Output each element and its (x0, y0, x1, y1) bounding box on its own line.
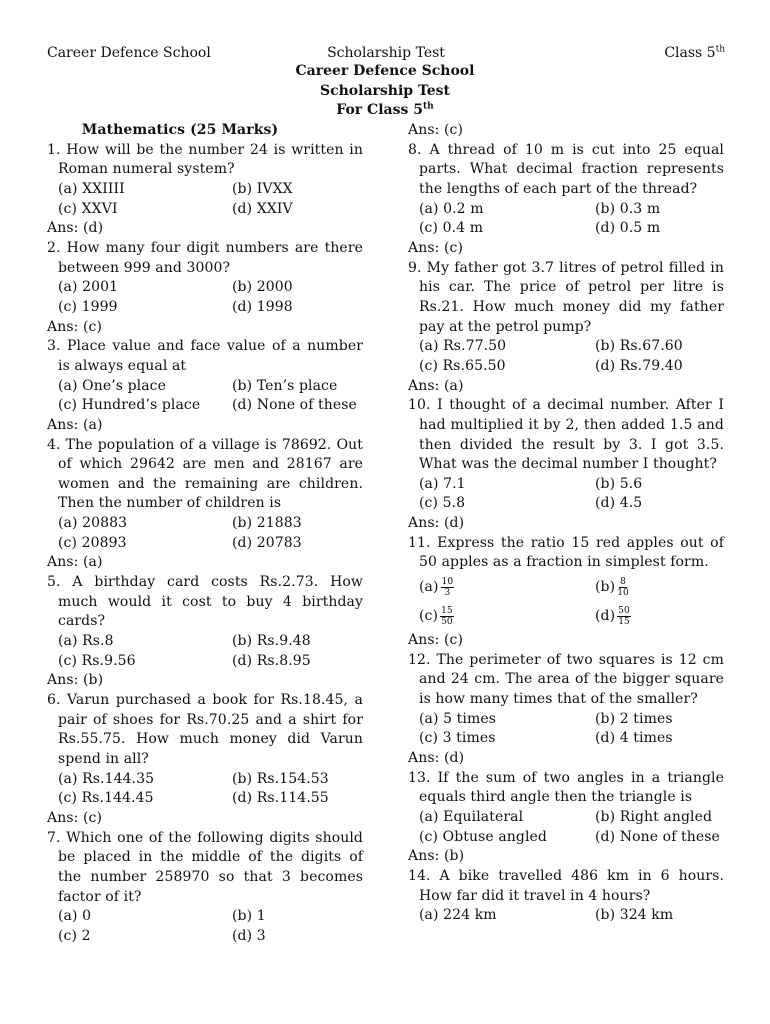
answer-line: Ans: (c) (47, 318, 103, 335)
question-block (47, 691, 363, 829)
question-text: 4. The population of a village is 78692. Out of which 29642 are men and 28167 are women and the remaining are children. Then the number of children is (47, 436, 363, 512)
answer-line: Ans: (a) (408, 377, 464, 394)
answer-line: Ans: (b) (408, 848, 465, 865)
option: (b) 0.3 m (595, 200, 661, 217)
fraction-denominator: 10 (617, 588, 629, 599)
option: (d) 4.5 (595, 495, 643, 512)
options-grid (408, 710, 724, 749)
option: (d) 20783 (232, 534, 302, 551)
option: (d) Rs.79.40 (595, 357, 683, 374)
options-grid (408, 808, 724, 847)
options-grid (408, 475, 724, 514)
option: (b) 1 (232, 908, 266, 925)
question-text: 13. If the sum of two angles in a triangle equals third angle then the triangle is (408, 769, 724, 806)
fraction-denominator: 15 (618, 617, 630, 628)
options-grid (408, 337, 724, 376)
left-column (47, 121, 363, 947)
fraction-denominator: 50 (441, 617, 453, 628)
fraction-numerator: 15 (441, 606, 453, 617)
options-grid (47, 907, 363, 946)
fraction-numerator: 50 (618, 606, 630, 617)
document-titles (0, 62, 770, 121)
question-block (408, 534, 724, 651)
option: (d) Rs.8.95 (232, 652, 311, 669)
question-block (47, 436, 363, 574)
fraction (441, 577, 455, 598)
option: (a) 2001 (58, 279, 119, 296)
header-test-name: Scholarship Test (327, 45, 445, 61)
header-school-name: Career Defence School (47, 45, 211, 61)
options-grid (47, 377, 363, 416)
option: (a) Rs.77.50 (419, 338, 507, 355)
option: (b) Rs.67.60 (595, 338, 683, 355)
question-block (408, 396, 724, 534)
option: (b) Right angled (595, 809, 713, 825)
option: (c) Hundred’s place (58, 397, 201, 414)
option: (b) 21883 (232, 515, 302, 532)
option: (a) Rs.144.35 (58, 770, 155, 787)
answer-line: Ans: (c) (408, 239, 464, 256)
answer-line: Ans: (a) (47, 554, 103, 571)
section-title: Mathematics (25 Marks) (81, 122, 279, 138)
question-text: 3. Place value and face value of a number is always equal at (47, 338, 363, 374)
option: (c) 20893 (58, 534, 127, 551)
option: (d) 1998 (232, 298, 293, 315)
option: (b) Ten’s place (232, 377, 338, 394)
option: (c) 2 (58, 927, 91, 944)
option: (c) 5.8 (419, 495, 466, 512)
options-grid (47, 278, 363, 317)
question-text: 9. My father got 3.7 litres of petrol filled in his car. The price of petrol per litre is Rs.21. How much money did my father pay at the petrol pump? (408, 259, 724, 335)
option: (a) 20883 (58, 515, 128, 532)
fraction (617, 606, 631, 627)
option: (b) 5.6 (595, 475, 643, 492)
answer-line: Ans: (b) (47, 672, 104, 689)
question-text: 5. A birthday card costs Rs.2.73. How much would it cost to buy 4 birthday cards? (47, 574, 363, 630)
question-block (408, 259, 724, 397)
question-block (408, 141, 724, 259)
option: (a) 224 km (419, 907, 497, 924)
answer-line: Ans: (c) (408, 632, 464, 649)
options-grid (408, 573, 724, 631)
option: (a) 0 (58, 908, 92, 925)
option: (d) 4 times (595, 730, 673, 747)
options-grid (47, 770, 363, 809)
option: (d) 3 (232, 927, 266, 944)
question-text: 2. How many four digit numbers are there between 999 and 3000? (47, 239, 363, 276)
option: (b) IVXX (232, 180, 293, 197)
answer-line: Ans: (d) (408, 750, 465, 767)
option-label: (b) (595, 578, 616, 595)
question-block (47, 829, 363, 947)
option-label: (d) (595, 607, 616, 624)
option: (d) None of these (595, 828, 720, 845)
question-block (47, 573, 363, 691)
question-text: 8. A thread of 10 m is cut into 25 equal parts. What decimal fraction represents the lengths of each part of the thread? (408, 141, 724, 197)
option: (a) 5 times (419, 710, 497, 727)
options-grid (47, 514, 363, 553)
option: (a) 0.2 m (419, 200, 484, 217)
answer-line: Ans: (d) (47, 220, 104, 237)
option: (c) 3 times (419, 730, 496, 747)
option: (b) 2000 (232, 279, 293, 296)
answer-line: Ans: (d) (408, 515, 465, 532)
question-text: 11. Express the ratio 15 red apples out of 50 apples as a fraction in simplest form. (408, 534, 724, 571)
question-text: 7. Which one of the following digits should be placed in the middle of the digits of the number 258970 so that 3 becomes factor of it? (47, 829, 363, 905)
option: (c) Rs.9.56 (58, 652, 136, 669)
question-text: 6. Varun purchased a book for Rs.18.45, a pair of shoes for Rs.70.25 and a shirt for Rs.55.75. How much money did Varun spend in all? (47, 692, 363, 767)
option-label: (c) (419, 607, 439, 624)
options-grid (47, 632, 363, 671)
option: (a) 7.1 (419, 475, 466, 492)
title-test: Scholarship Test (319, 82, 451, 99)
question-block (47, 141, 363, 239)
option: (d) Rs.114.55 (232, 790, 329, 807)
question-text: 12. The perimeter of two squares is 12 cm and 24 cm. The area of the bigger square is how many times that of the smaller? (408, 651, 724, 708)
option: (c) Rs.144.45 (58, 790, 154, 807)
option: (b) Rs.9.48 (232, 633, 311, 650)
fraction-option (419, 602, 595, 631)
fraction-option (595, 602, 735, 631)
answer-line: Ans: (c) (408, 122, 464, 138)
fraction (440, 606, 454, 627)
answer-line: Ans: (a) (47, 416, 103, 433)
option: (b) 324 km (595, 907, 674, 924)
question-text: 10. I thought of a decimal number. After I had multiplied it by 2, then added 1.5 and then divided the result by 3. I got 3.5. What was the decimal number I thought? (408, 397, 724, 473)
question-block (47, 239, 363, 337)
options-grid (408, 906, 724, 926)
options-grid (408, 200, 724, 239)
fraction-option (595, 573, 735, 602)
question-text: 1. How will be the number 24 is written in Roman numeral system? (47, 141, 363, 178)
option: (d) None of these (232, 397, 357, 414)
option: (c) Rs.65.50 (419, 357, 506, 374)
title-school: Career Defence School (295, 63, 475, 79)
page-header (47, 44, 725, 62)
right-column (408, 121, 724, 926)
option: (c) 0.4 m (419, 220, 484, 237)
option: (a) Rs.8 (58, 633, 114, 650)
fraction-numerator: 10 (441, 577, 454, 588)
fraction-denominator: 3 (444, 588, 451, 599)
question-text: 14. A bike travelled 486 km in 6 hours. How far did it travel in 4 hours? (408, 867, 724, 904)
question-block (408, 769, 724, 867)
option-label: (a) (419, 578, 439, 595)
title-class: For Class 5th (336, 101, 434, 119)
question-block (47, 337, 363, 435)
option: (d) 0.5 m (595, 220, 661, 237)
fraction-option (419, 573, 595, 602)
option: (b) Rs.154.53 (232, 770, 329, 787)
options-grid (47, 180, 363, 219)
option: (c) Obtuse angled (419, 828, 547, 845)
question-block (408, 867, 724, 926)
answer-line: Ans: (c) (47, 809, 103, 826)
option: (a) XXIIII (58, 180, 125, 197)
option: (d) XXIV (232, 200, 293, 217)
question-block (408, 651, 724, 769)
option: (c) XXVI (58, 200, 118, 217)
option: (a) Equilateral (419, 809, 524, 825)
option: (c) 1999 (58, 298, 118, 315)
header-class: Class 5th (664, 44, 725, 61)
option: (b) 2 times (595, 710, 673, 727)
option: (a) One’s place (58, 377, 166, 394)
fraction-numerator: 8 (620, 577, 626, 588)
fraction (617, 577, 629, 598)
